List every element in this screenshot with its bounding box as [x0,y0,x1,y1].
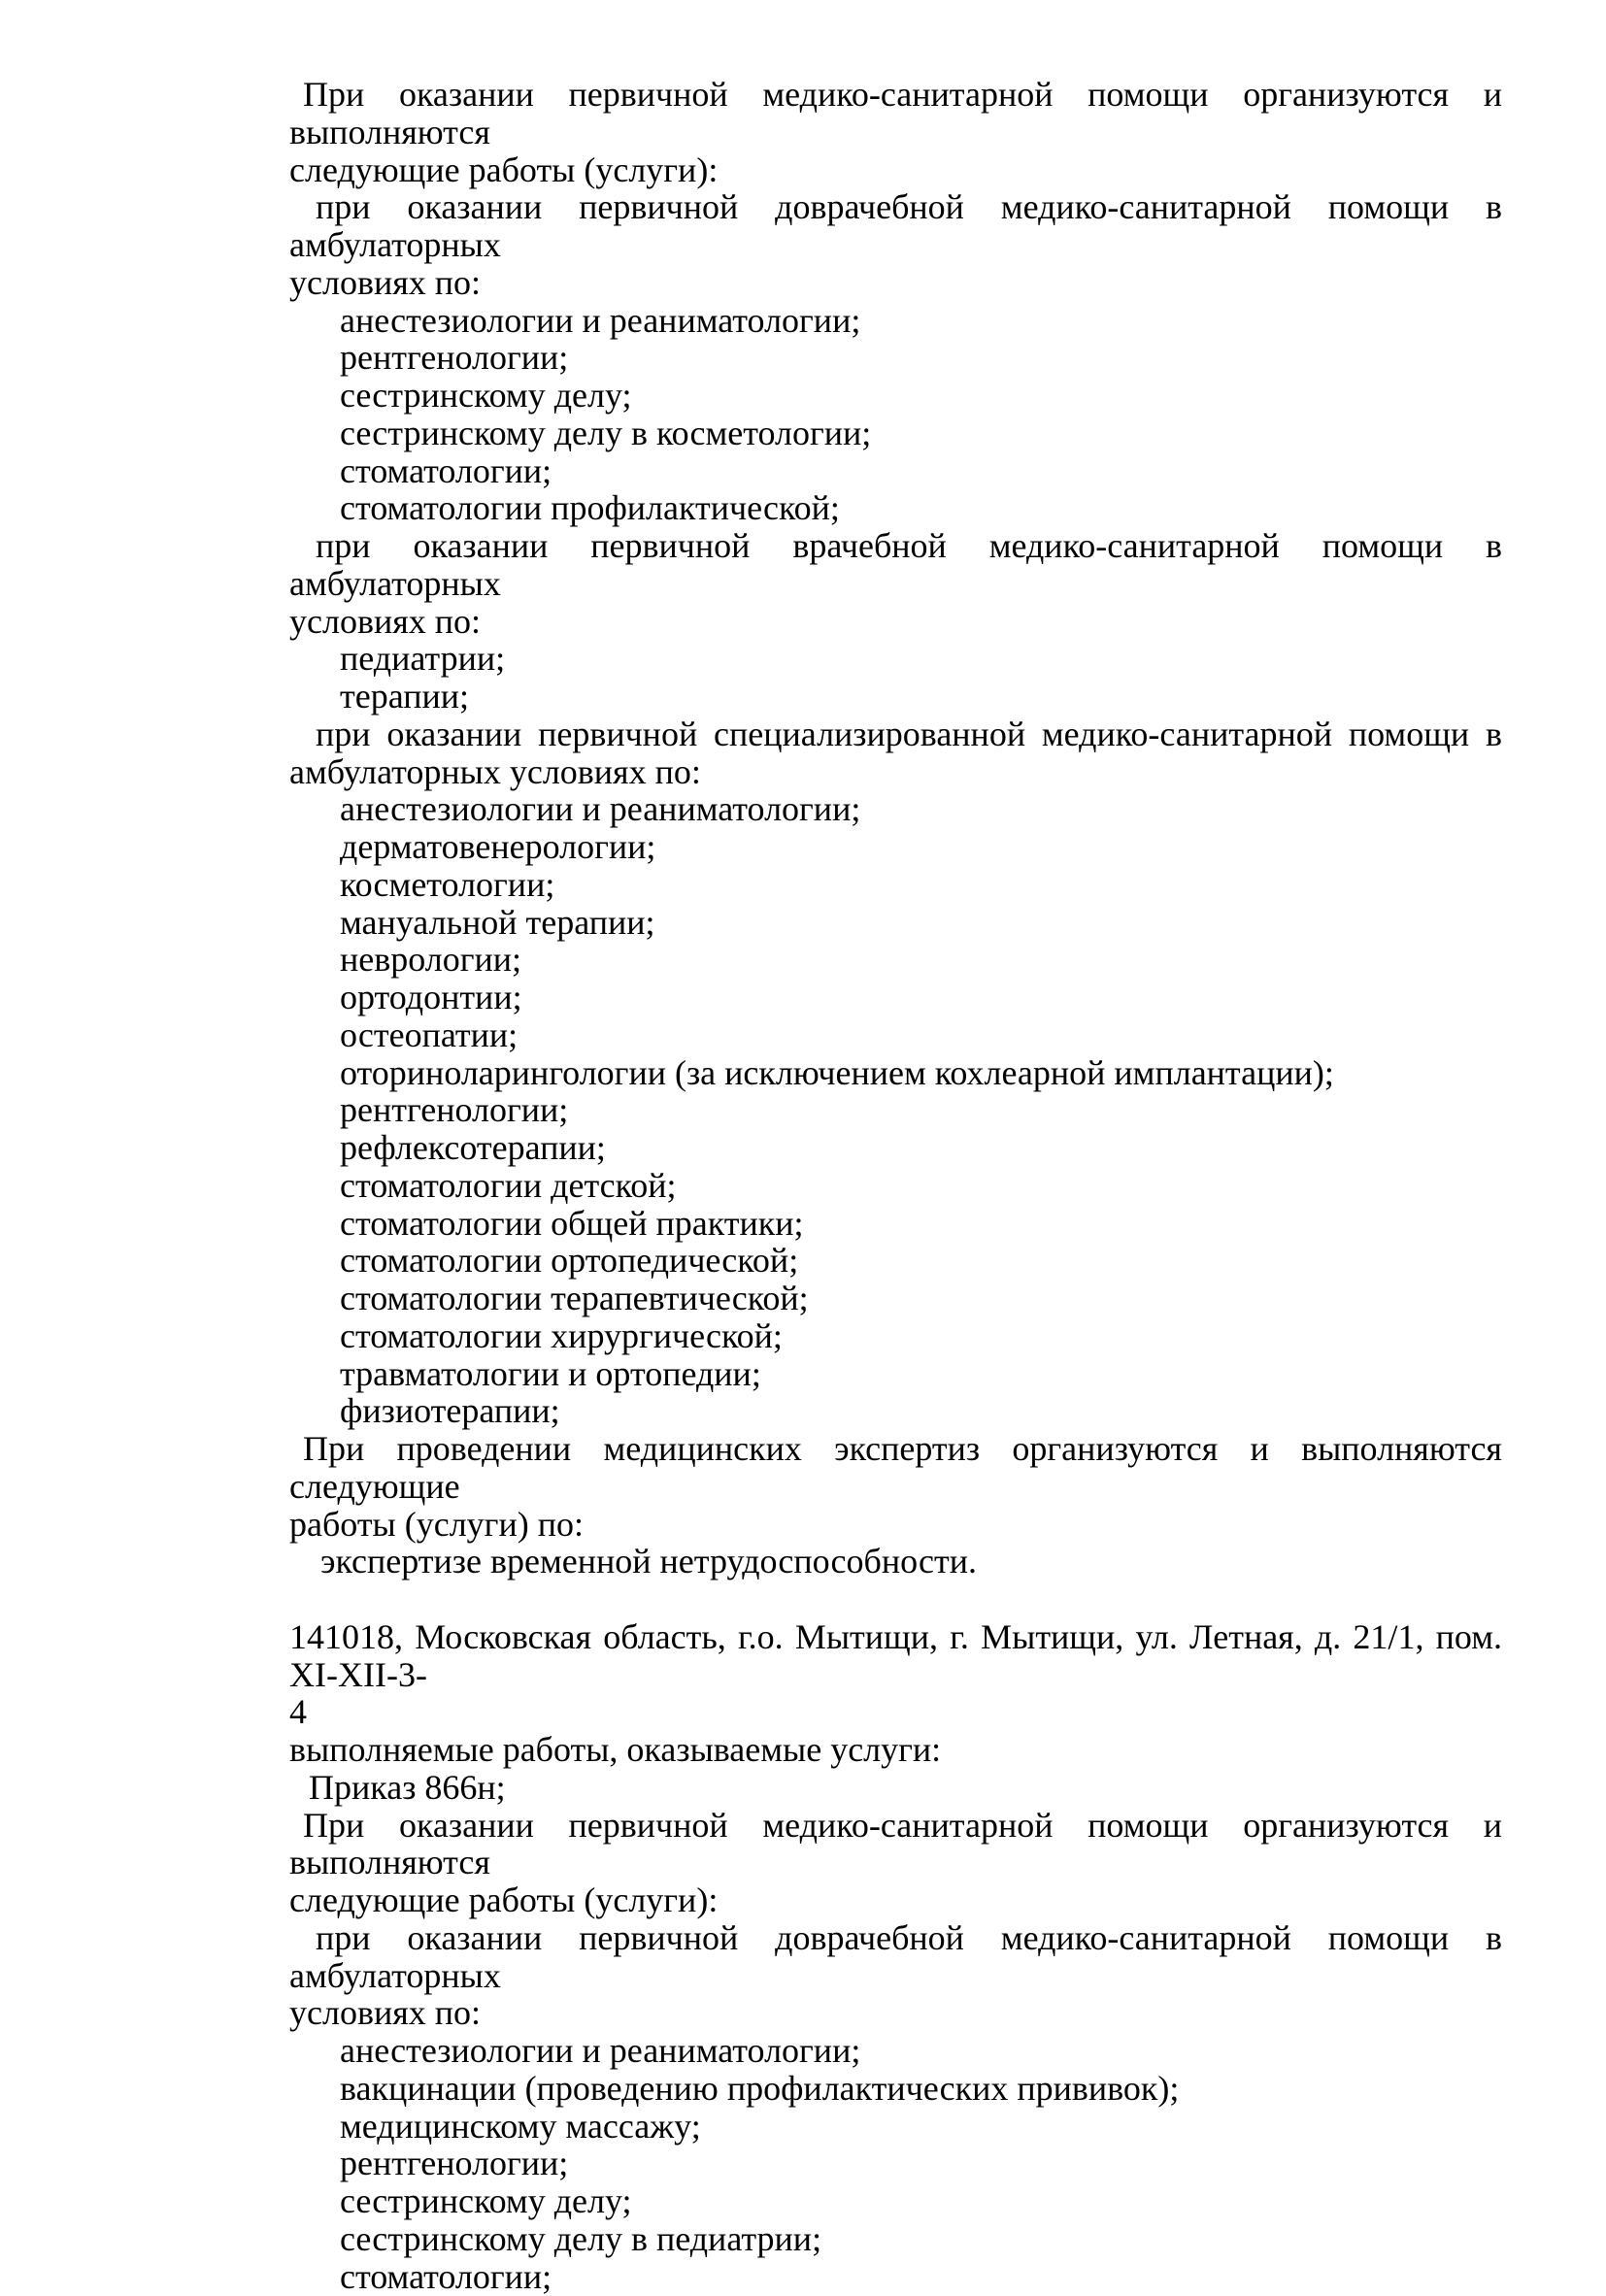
text-line: При оказании первичной медико-санитарной помощи организуются и выполняются [289,1805,1502,1882]
text-line: мануальной терапии; [340,902,655,942]
text-line: стоматологии; [340,2256,552,2296]
text-line: следующие работы (услуги): [289,150,719,189]
text-line: дерматовенерологии; [340,827,656,866]
text-line: стоматологии профилактической; [340,488,840,528]
text-line: педиатрии; [340,639,506,679]
text-line: сестринскому делу в педиатрии; [340,2218,822,2258]
text-line: оториноларингологии (за исключением кохлеарной имплантации); [340,1052,1334,1092]
text-line: стоматологии ортопедической; [340,1241,799,1281]
text-line: медицинскому массажу; [340,2106,701,2146]
text-line: физиотерапии; [340,1391,560,1431]
text-line: при оказании первичной доврачебной медико-санитарной помощи в амбулаторных [289,187,1502,264]
text-line: сестринскому делу; [340,376,632,415]
text-line: экспертизе временной нетрудоспособности. [320,1542,977,1581]
text-line: терапии; [340,677,470,715]
text-line: рентгенологии; [340,1090,569,1130]
text-line: Приказ 866н; [309,1767,506,1807]
text-line: при оказании первичной специализированной медико-санитарной помощи в [316,714,1502,753]
text-line: анестезиологии и реаниматологии; [340,300,861,340]
text-line: при оказании первичной врачебной медико-санитарной помощи в амбулаторных [289,526,1502,603]
text-line: анестезиологии и реаниматологии; [340,2031,861,2070]
text-line: следующие работы (услуги): [289,1880,719,1919]
text-line: стоматологии общей практики; [340,1203,804,1243]
text-line: косметологии; [340,864,555,904]
text-line: сестринскому делу в косметологии; [340,413,872,452]
text-line: условиях по: [289,262,482,302]
text-line: выполняемые работы, оказываемые услуги: [289,1730,942,1769]
text-line: условиях по: [289,1993,482,2033]
text-line: рефлексотерапии; [340,1128,606,1167]
text-line: стоматологии терапевтической; [340,1279,809,1317]
text-line: стоматологии; [340,450,552,490]
text-line: амбулаторных условиях по: [289,751,701,791]
text-line: При проведении медицинских экспертиз организуются и выполняются следующие [289,1429,1502,1506]
text-line: рентгенологии; [340,338,569,378]
text-line: анестезиологии и реаниматологии; [340,789,861,829]
text-line: при оказании первичной доврачебной медико-санитарной помощи в амбулаторных [289,1917,1502,1995]
text-line: условиях по: [289,601,482,641]
text-line: стоматологии детской; [340,1165,677,1205]
text-line: работы (услуги) по: [289,1504,584,1544]
text-line: рентгенологии; [340,2144,569,2183]
text-line: 141018, Московская область, г.о. Мытищи, г. Мытищи, ул. Летная, д. 21/1, пом. XI-XII-3- [289,1616,1502,1694]
text-line: сестринскому делу; [340,2181,632,2220]
text-line: неврологии; [340,940,522,980]
text-line: травматологии и ортопедии; [340,1353,761,1393]
text-line: остеопатии; [340,1015,519,1054]
text-line: ортодонтии; [340,978,522,1016]
text-line: 4 [289,1692,307,1732]
text-line: При оказании первичной медико-санитарной помощи организуются и выполняются [289,75,1502,151]
text-line: вакцинации (проведению профилактических прививок); [340,2068,1180,2108]
text-line: стоматологии хирургической; [340,1315,783,1355]
blank-line [289,1581,1502,1618]
